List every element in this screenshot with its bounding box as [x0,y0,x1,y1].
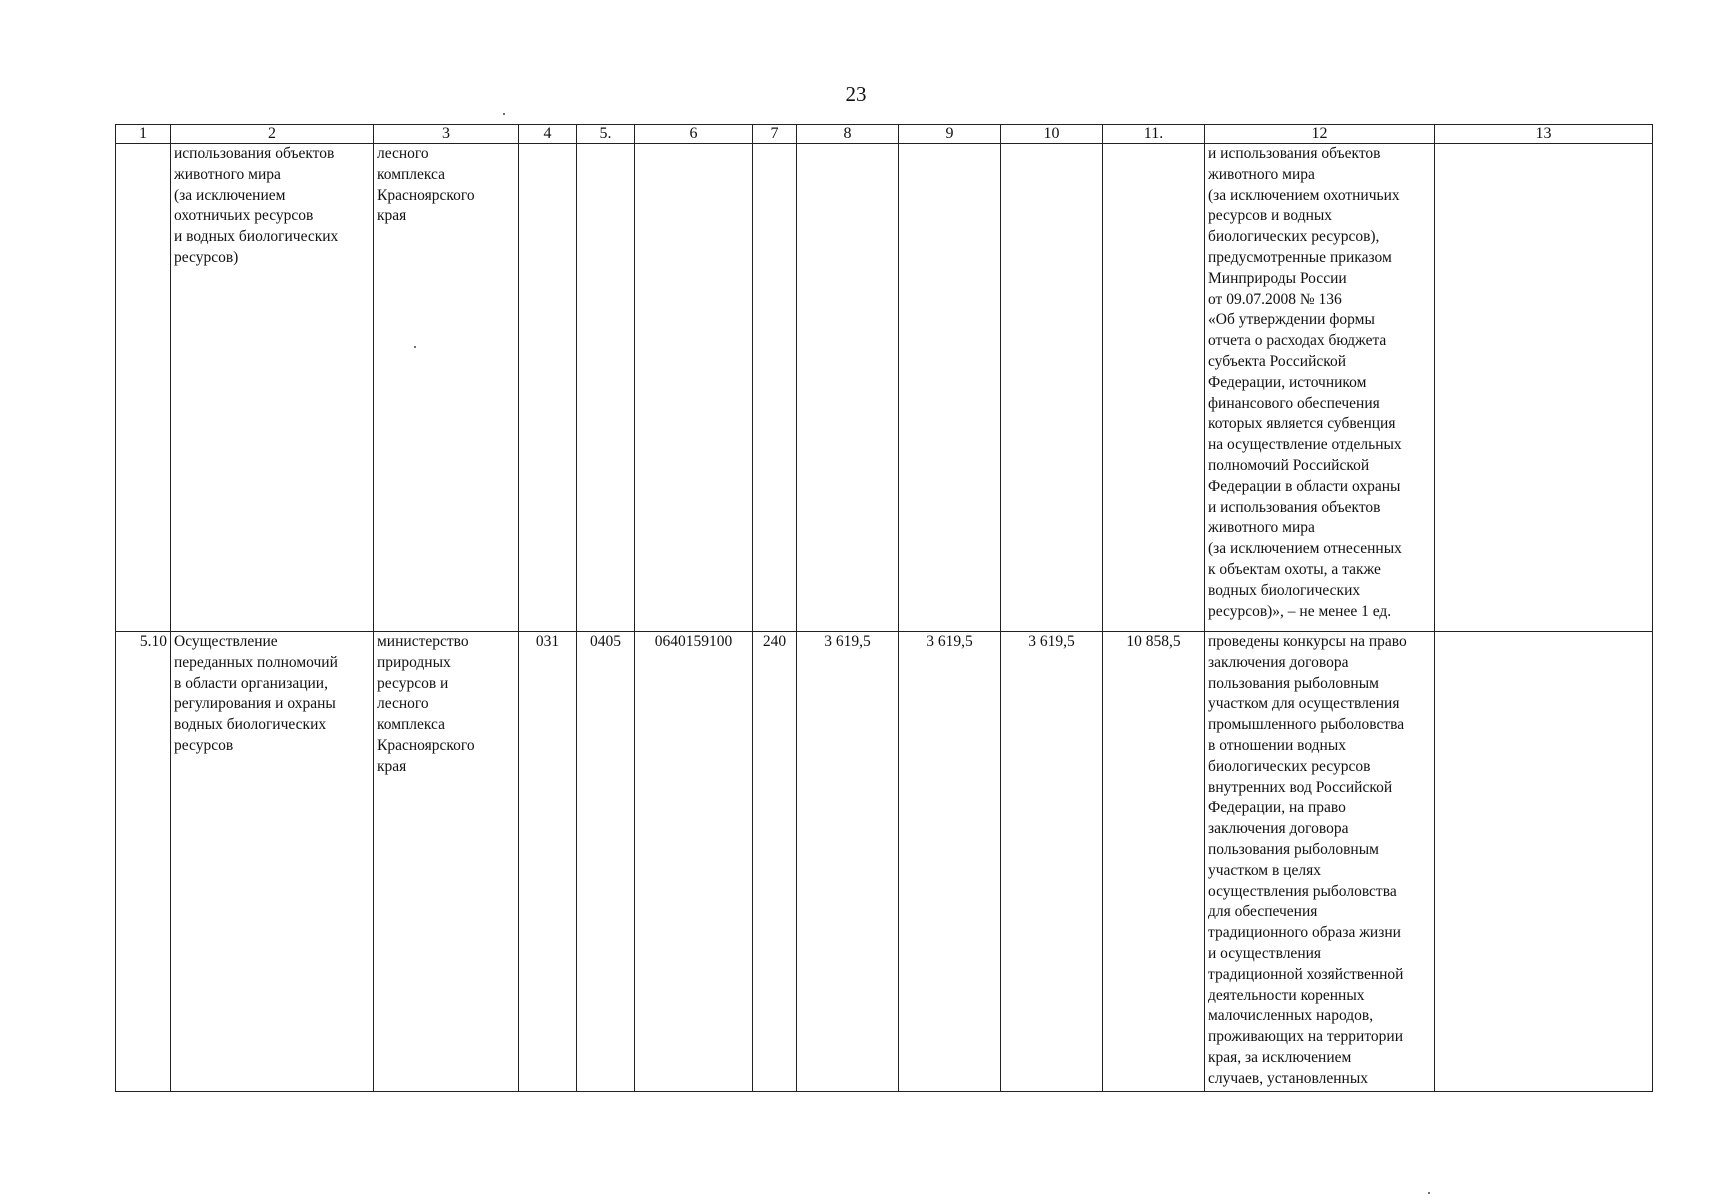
table-row-continuation [116,144,1653,632]
amount-year3-cell [1001,144,1103,632]
col-header-6: 6 [635,125,753,144]
amount-year2-cell [899,144,1001,632]
col-header-4: 4 [519,125,577,144]
amount-total-cell: 10 858,5 [1103,632,1205,1092]
col-header-11: 11. [1103,125,1205,144]
amount-year1-cell: 3 619,5 [797,632,899,1092]
col-header-5: 5. [577,125,635,144]
col-header-9: 9 [899,125,1001,144]
section-code-cell: 0405 [577,632,635,1092]
target-article-cell [635,144,753,632]
row-number-cell [116,144,171,632]
col-header-8: 8 [797,125,899,144]
table-row-5-10 [116,632,1653,1092]
scan-speck [1428,1192,1430,1194]
grbs-code-cell: 031 [519,632,577,1092]
col-header-3: 3 [374,125,519,144]
activity-name-cell: использования объектов животного мира (за исключением охотничьих ресурсов и водных биологических ресурсов) [171,144,374,632]
budget-table [115,124,1653,1092]
header-row [116,125,1653,144]
row-number-cell: 5.10 [116,632,171,1092]
scan-speck [503,113,505,115]
expected-result-cell: проведены конкурсы на право заключения договора пользования рыболовным участком для осуществления промышленного рыболовства в отношении водных биологических ресурсов внутренних вод Российской Федерации, на право заключения договора пользования рыболовным участком в целях осуществления рыболовства для обеспечения традиционного образа жизни и осуществления традиционной хозяйственной деятельности коренных малочисленных народов, проживающих на территории края, за исключением случаев, установленных [1205,632,1435,1092]
section-code-cell [577,144,635,632]
grbs-code-cell [519,144,577,632]
col-header-1: 1 [116,125,171,144]
activity-name-cell: Осуществление переданных полномочий в области организации, регулирования и охраны водных биологических ресурсов [171,632,374,1092]
responsible-body-cell: лесного комплекса Красноярского края [374,144,519,632]
amount-year1-cell [797,144,899,632]
notes-cell [1435,144,1653,632]
amount-total-cell [1103,144,1205,632]
expense-type-cell [753,144,797,632]
amount-year3-cell: 3 619,5 [1001,632,1103,1092]
target-article-cell: 0640159100 [635,632,753,1092]
amount-year2-cell: 3 619,5 [899,632,1001,1092]
scan-speck [414,346,416,348]
responsible-body-cell: министерство природных ресурсов и лесного комплекса Красноярского края [374,632,519,1092]
col-header-2: 2 [171,125,374,144]
expected-result-cell: и использования объектов животного мира (за исключением охотничьих ресурсов и водных биологических ресурсов), предусмотренные приказом Минприроды России от 09.07.2008 № 136 «Об утверждении формы отчета о расходах бюджета субъекта Российской Федерации, источником финансового обеспечения которых является субвенция на осуществление отдельных полномочий Российской Федерации в области охраны и использования объектов животного мира (за исключением отнесенных к объектам охоты, а также водных биологических ресурсов)», – не менее 1 ед. [1205,144,1435,632]
col-header-13: 13 [1435,125,1653,144]
expense-type-cell: 240 [753,632,797,1092]
notes-cell [1435,632,1653,1092]
col-header-10: 10 [1001,125,1103,144]
page-number: 23 [845,82,867,106]
col-header-7: 7 [753,125,797,144]
col-header-12: 12 [1205,125,1435,144]
